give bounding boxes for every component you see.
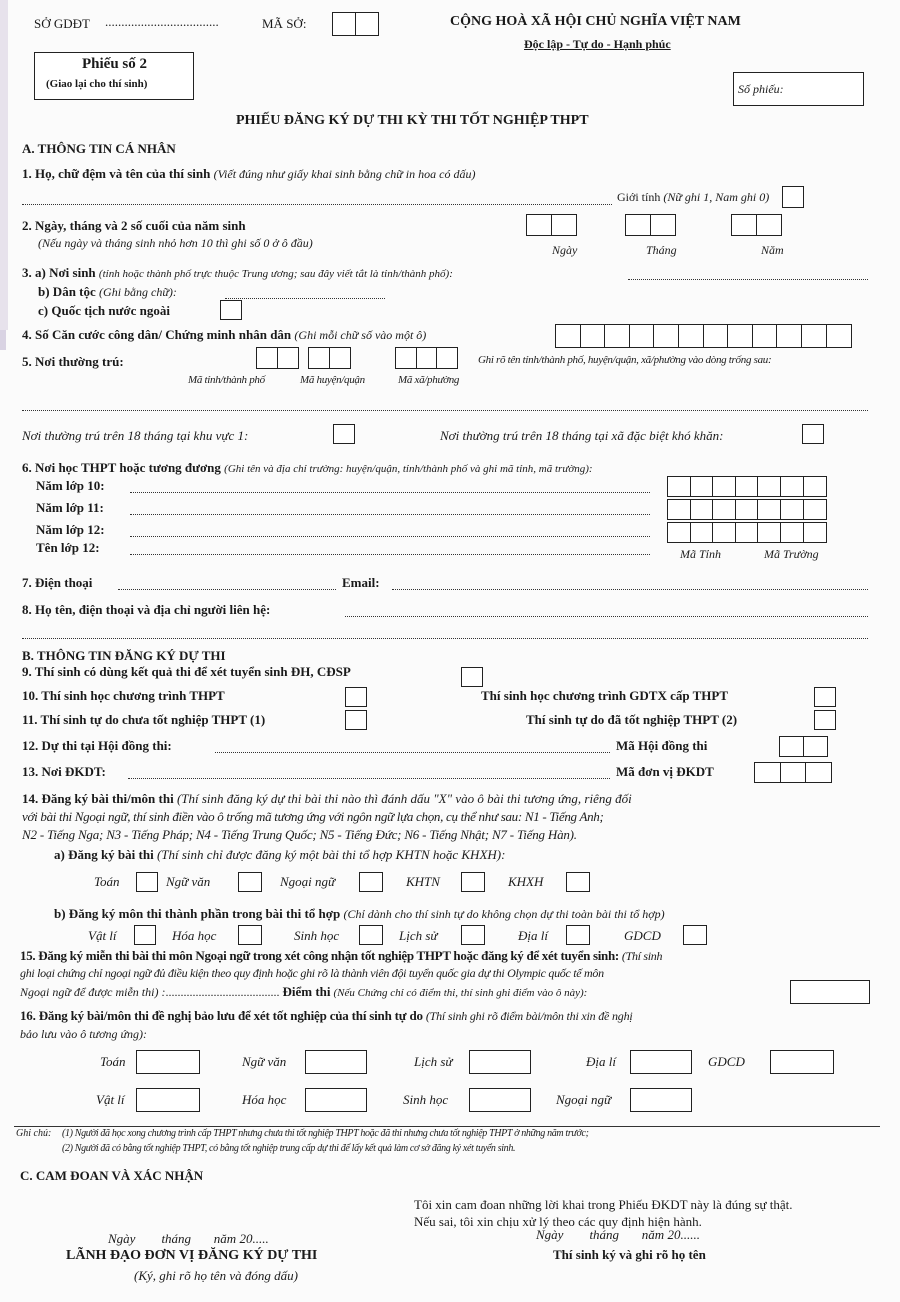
- q2-note: (Nếu ngày và tháng sinh nhỏ hơn 10 thì ghi số 0 ở ô đầu): [38, 236, 313, 250]
- q14a-note: (Thí sinh chỉ được đăng ký một bài thi tổ hợp KHTN hoặc KHXH):: [156, 847, 506, 862]
- q6-line: [22, 460, 593, 476]
- q16-r1-subject-2: Lịch sử: [414, 1054, 453, 1069]
- ma-hoi-dong-boxes[interactable]: [779, 736, 828, 757]
- q6-note: (Ghi tên và địa chỉ trường: huyện/quận, tỉnh/thành phố và ghi mã tỉnh, mã trường):: [224, 463, 593, 475]
- q4-note: (Ghi mỗi chữ số vào một ô): [294, 328, 427, 342]
- ma-truong-caption: Mã Trường: [764, 547, 819, 561]
- q14b-box-0[interactable]: [134, 925, 156, 945]
- ten-lop-12-dots[interactable]: [130, 554, 650, 555]
- ma-don-vi-boxes[interactable]: [754, 762, 832, 783]
- nam-lop-11-label: Năm lớp 11:: [36, 500, 104, 515]
- q9-label: 9. Thí sinh có dùng kết quả thi để xét tuyển sinh ĐH, CĐSP: [22, 664, 351, 679]
- q5-note: Ghi rõ tên tỉnh/thành phố, huyện/quận, xã/phường vào dòng trống sau:: [478, 354, 772, 366]
- q14-note-2: với bài thi Ngoại ngữ, thí sinh điền vào ô trống mã tương ứng với ngôn ngữ lựa chọn, cụ thể như sau: N1 - Tiếng Anh;: [22, 809, 604, 824]
- nam-boxes[interactable]: [731, 214, 782, 236]
- q3b-line: [38, 284, 177, 300]
- q14b-box-3[interactable]: [461, 925, 485, 945]
- thang-boxes[interactable]: [625, 214, 676, 236]
- ma-tinh-caption: Mã Tỉnh: [680, 547, 722, 561]
- ma-lop-10-boxes[interactable]: [667, 476, 827, 497]
- note-1: (1) Người đã học xong chương trình cấp THPT nhưng chưa thi tốt nghiệp THPT hoặc đã thi nhưng chưa tốt nghiệp THPT ở những năm trước;: [62, 1128, 589, 1139]
- xa-dbkk-label: Nơi thường trú trên 18 tháng tại xã đặc biệt khó khăn:: [440, 428, 724, 443]
- q1-label: 1. Họ, chữ đệm và tên của thí sinh: [22, 166, 211, 181]
- date-right: Ngày tháng năm 20......: [536, 1227, 700, 1242]
- so-gddt-label: SỞ GDĐT: [34, 16, 90, 31]
- q3a-line: [22, 265, 453, 281]
- q14-label: 14. Đăng ký bài thi/môn thi: [22, 791, 174, 806]
- notes-divider: [14, 1126, 880, 1127]
- q3a-dots[interactable]: [628, 279, 868, 280]
- so-gddt-dots: ...................................: [105, 14, 219, 29]
- q15-label: 15. Đăng ký miễn thi bài thi môn Ngoại ngữ trong xét công nhận tốt nghiệp THPT hoặc đăng ký để xét tuyển sinh:: [20, 948, 619, 963]
- q16-line1: [20, 1008, 633, 1024]
- q3a-label: 3. a) Nơi sinh: [22, 265, 96, 280]
- q14a-box-3[interactable]: [461, 872, 485, 892]
- form-title: PHIẾU ĐĂNG KÝ DỰ THI KỲ THI TỐT NGHIỆP THPT: [236, 113, 589, 128]
- q14a-subject-4: KHXH: [508, 874, 544, 889]
- q14a-box-1[interactable]: [238, 872, 262, 892]
- q12b-label: Mã Hội đồng thi: [616, 738, 708, 753]
- q14a-label: a) Đăng ký bài thi: [54, 847, 154, 862]
- q16-r2-subject-3: Ngoại ngữ: [556, 1092, 612, 1107]
- nam-lop-12-label: Năm lớp 12:: [36, 522, 105, 537]
- q14b-subject-2: Sinh học: [294, 928, 340, 943]
- diem-thi-note: (Nếu Chứng chỉ có điểm thi, thí sinh ghi điểm vào ô này):: [333, 987, 588, 999]
- nam-lop-10-dots[interactable]: [130, 492, 650, 493]
- q11-label: 11. Thí sinh tự do chưa tốt nghiệp THPT (1): [22, 712, 266, 727]
- q16-r1-subject-0: Toán: [100, 1054, 126, 1069]
- q11b-label: Thí sinh tự do đã tốt nghiệp THPT (2): [526, 712, 738, 727]
- q10b-box[interactable]: [814, 687, 836, 707]
- q10-box[interactable]: [345, 687, 367, 707]
- q5-address-dots[interactable]: [22, 410, 868, 411]
- country-name: CỘNG HOÀ XÃ HỘI CHỦ NGHĨA VIỆT NAM: [450, 14, 741, 29]
- phone-dots[interactable]: [118, 589, 336, 590]
- ma-lop-11-boxes[interactable]: [667, 499, 827, 520]
- q13-label: 13. Nơi ĐKDT:: [22, 764, 106, 779]
- ma-xa-boxes[interactable]: [395, 347, 458, 369]
- q16-r2-box-2[interactable]: [469, 1088, 531, 1112]
- left-signature-title: LÃNH ĐẠO ĐƠN VỊ ĐĂNG KÝ DỰ THI: [66, 1248, 318, 1263]
- q15-line3-text: Ngoại ngữ để được miễn thi) :: [20, 985, 166, 999]
- q15-line3: [20, 984, 587, 1000]
- q15-line1: [20, 948, 662, 964]
- q14a-box-2[interactable]: [359, 872, 383, 892]
- q8-dots-2[interactable]: [22, 638, 868, 639]
- q10b-label: Thí sinh học chương trình GDTX cấp THPT: [481, 688, 729, 703]
- diem-thi-label: Điểm thi: [282, 984, 331, 999]
- nam-caption: Năm: [761, 243, 784, 257]
- q13b-label: Mã đơn vị ĐKDT: [616, 764, 714, 779]
- q14a-subject-2: Ngoại ngữ: [280, 874, 336, 889]
- xa-dbkk-box[interactable]: [802, 424, 824, 444]
- section-a-heading: A. THÔNG TIN CÁ NHÂN: [22, 141, 176, 156]
- ghi-chu-label: Ghi chú:: [16, 1128, 52, 1139]
- q8-label: 8. Họ tên, điện thoại và địa chỉ người liên hệ:: [22, 602, 271, 617]
- q16-note-1: (Thí sinh ghi rõ điểm bài/môn thi xin đề nghị: [425, 1009, 633, 1023]
- q16-r1-subject-4: GDCD: [708, 1054, 745, 1069]
- q14b-box-2[interactable]: [359, 925, 383, 945]
- kv1-label: Nơi thường trú trên 18 tháng tại khu vực 1:: [22, 428, 249, 443]
- q16-r2-subject-0: Vật lí: [96, 1092, 125, 1107]
- q1-note: (Viết đúng như giấy khai sinh bằng chữ in hoa có dấu): [213, 167, 476, 181]
- cam-doan-2: Nếu sai, tôi xin chịu xử lý theo các quy định hiện hành.: [414, 1214, 702, 1229]
- ma-so-boxes[interactable]: [332, 12, 379, 36]
- ngay-boxes[interactable]: [526, 214, 577, 236]
- email-label: Email:: [342, 575, 380, 590]
- section-c-heading: C. CAM ĐOAN VÀ XÁC NHẬN: [20, 1168, 204, 1183]
- q15-note-1: (Thí sinh: [621, 949, 663, 963]
- q3b-dots[interactable]: [225, 298, 385, 299]
- q14a-line: [54, 847, 505, 863]
- ma-huyen-boxes[interactable]: [308, 347, 351, 369]
- q1-line: [22, 166, 475, 182]
- q3c-label: c) Quốc tịch nước ngoài: [38, 303, 170, 318]
- nam-lop-11-dots[interactable]: [130, 514, 650, 515]
- q11-box[interactable]: [345, 710, 367, 730]
- ma-so-label: MÃ SỞ:: [262, 16, 307, 31]
- q14a-subject-1: Ngữ văn: [166, 874, 211, 889]
- q16-r1-subject-3: Địa lí: [586, 1054, 616, 1069]
- nam-lop-10-label: Năm lớp 10:: [36, 478, 105, 493]
- q16-r1-box-0[interactable]: [136, 1050, 200, 1074]
- q14b-label: b) Đăng ký môn thi thành phần trong bài thi tổ hợp: [54, 906, 341, 921]
- q14b-subject-5: GDCD: [624, 928, 661, 943]
- phieu-so-note: (Giao lại cho thí sinh): [46, 78, 148, 90]
- kv1-box[interactable]: [333, 424, 355, 444]
- q11b-box[interactable]: [814, 710, 836, 730]
- scan-edge: [0, 0, 8, 330]
- ten-lop-12-label: Tên lớp 12:: [36, 540, 100, 555]
- q16-r1-subject-1: Ngữ văn: [242, 1054, 287, 1069]
- q14b-note: (Chỉ dành cho thí sinh tự do không chọn dự thi toàn bài thi tổ hợp): [343, 907, 665, 921]
- date-left: Ngày tháng năm 20.....: [108, 1231, 269, 1246]
- cccd-boxes[interactable]: [555, 324, 852, 348]
- ma-tinh-tp-boxes[interactable]: [256, 347, 299, 369]
- q16-r1-box-4[interactable]: [770, 1050, 834, 1074]
- q16-r1-box-2[interactable]: [469, 1050, 531, 1074]
- q14b-subject-1: Hóa học: [172, 928, 217, 943]
- section-b-heading: B. THÔNG TIN ĐĂNG KÝ DỰ THI: [22, 648, 226, 663]
- q13-dots[interactable]: [128, 778, 610, 779]
- right-signature-title: Thí sinh ký và ghi rõ họ tên: [553, 1247, 706, 1262]
- q3b-note: (Ghi bằng chữ):: [99, 285, 177, 299]
- q12-label: 12. Dự thi tại Hội đồng thi:: [22, 738, 172, 753]
- q12-dots[interactable]: [215, 752, 610, 753]
- q15-line2: ghi loại chứng chỉ ngoại ngữ đủ điều kiện theo quy định hoặc ghi rõ là thành viên đội tuyển quốc gia dự thi Olympic quốc tế môn: [20, 966, 604, 980]
- q15-dots-text: ......................................: [165, 985, 280, 999]
- q14b-subject-4: Địa lí: [518, 928, 548, 943]
- ma-tinh-tp-caption: Mã tỉnh/thành phố: [188, 374, 265, 386]
- q14-note-3: N2 - Tiếng Nga; N3 - Tiếng Pháp; N4 - Tiếng Trung Quốc; N5 - Tiếng Đức; N6 - Tiếng Nhật; N7 - Tiếng Hàn).: [22, 827, 577, 842]
- q16-r1-box-3[interactable]: [630, 1050, 692, 1074]
- motto: Độc lập - Tự do - Hạnh phúc: [524, 37, 671, 51]
- scan-edge-2: [0, 330, 6, 350]
- gioi-tinh-label: Giới tính: [617, 190, 661, 204]
- phieu-so-label: Phiếu số 2: [82, 56, 148, 72]
- ngay-caption: Ngày: [552, 243, 578, 257]
- q14a-subject-3: KHTN: [406, 874, 440, 889]
- q14b-subject-0: Vật lí: [88, 928, 117, 943]
- q8-dots[interactable]: [345, 616, 868, 617]
- q16-r2-box-1[interactable]: [305, 1088, 367, 1112]
- q4-label: 4. Số Căn cước công dân/ Chứng minh nhân dân: [22, 327, 292, 342]
- q14a-box-4[interactable]: [566, 872, 590, 892]
- q16-r2-subject-2: Sinh học: [403, 1092, 449, 1107]
- q3a-note: (tỉnh hoặc thành phố trực thuộc Trung ương; sau đây viết tắt là tỉnh/thành phố):: [98, 268, 453, 280]
- gioi-tinh-line: [617, 190, 769, 205]
- q16-label: 16. Đăng ký bài/môn thi đề nghị bảo lưu để xét tốt nghiệp của thí sinh tự do: [20, 1008, 423, 1023]
- q5-label: 5. Nơi thường trú:: [22, 354, 124, 369]
- q14a-subject-0: Toán: [94, 874, 120, 889]
- q2-label: 2. Ngày, tháng và 2 số cuối của năm sinh: [22, 218, 246, 233]
- q14a-box-0[interactable]: [136, 872, 158, 892]
- gioi-tinh-note: (Nữ ghi 1, Nam ghi 0): [663, 190, 770, 204]
- q16-r1-box-1[interactable]: [305, 1050, 367, 1074]
- note-2: (2) Người đã có bằng tốt nghiệp THPT, có bằng tốt nghiệp trung cấp dự thi để lấy kết quả làm cơ sở đăng ký xét tuyển sinh.: [62, 1143, 516, 1154]
- q16-note-2: bảo lưu vào ô tương ứng):: [20, 1027, 148, 1041]
- q1-name-dots[interactable]: [22, 204, 612, 205]
- q14-note-1: (Thí sinh đăng ký dự thi bài thi nào thì đánh dấu "X" vào ô bài thi tương ứng, riêng đối: [176, 791, 632, 806]
- q3b-label: b) Dân tộc: [38, 284, 96, 299]
- q16-r2-subject-1: Hóa học: [242, 1092, 287, 1107]
- cam-doan-1: Tôi xin cam đoan những lời khai trong Phiếu ĐKDT này là đúng sự thật.: [414, 1197, 793, 1212]
- gioi-tinh-box[interactable]: [782, 186, 804, 208]
- ma-huyen-caption: Mã huyện/quận: [300, 374, 365, 386]
- q14-line1: [22, 791, 632, 807]
- q14b-subject-3: Lịch sử: [399, 928, 438, 943]
- q14b-box-5[interactable]: [683, 925, 707, 945]
- q6-label: 6. Nơi học THPT hoặc tương đương: [22, 460, 221, 475]
- q10-label: 10. Thí sinh học chương trình THPT: [22, 688, 225, 703]
- ma-lop-12-boxes[interactable]: [667, 522, 827, 543]
- left-signature-note: (Ký, ghi rõ họ tên và đóng dấu): [134, 1268, 298, 1283]
- q4-line: [22, 327, 426, 343]
- so-phieu-label: Số phiếu:: [738, 82, 784, 96]
- email-dots[interactable]: [392, 589, 868, 590]
- q16-r2-box-3[interactable]: [630, 1088, 692, 1112]
- thang-caption: Tháng: [646, 243, 677, 257]
- q14b-box-4[interactable]: [566, 925, 590, 945]
- diem-thi-box[interactable]: [790, 980, 870, 1004]
- q9-box[interactable]: [461, 667, 483, 687]
- q14b-line: [54, 906, 665, 922]
- q16-r2-box-0[interactable]: [136, 1088, 200, 1112]
- ma-xa-caption: Mã xã/phường: [398, 374, 460, 386]
- q7-label: 7. Điện thoại: [22, 575, 93, 590]
- q14b-box-1[interactable]: [238, 925, 262, 945]
- q3c-box[interactable]: [220, 300, 242, 320]
- nam-lop-12-dots[interactable]: [130, 536, 650, 537]
